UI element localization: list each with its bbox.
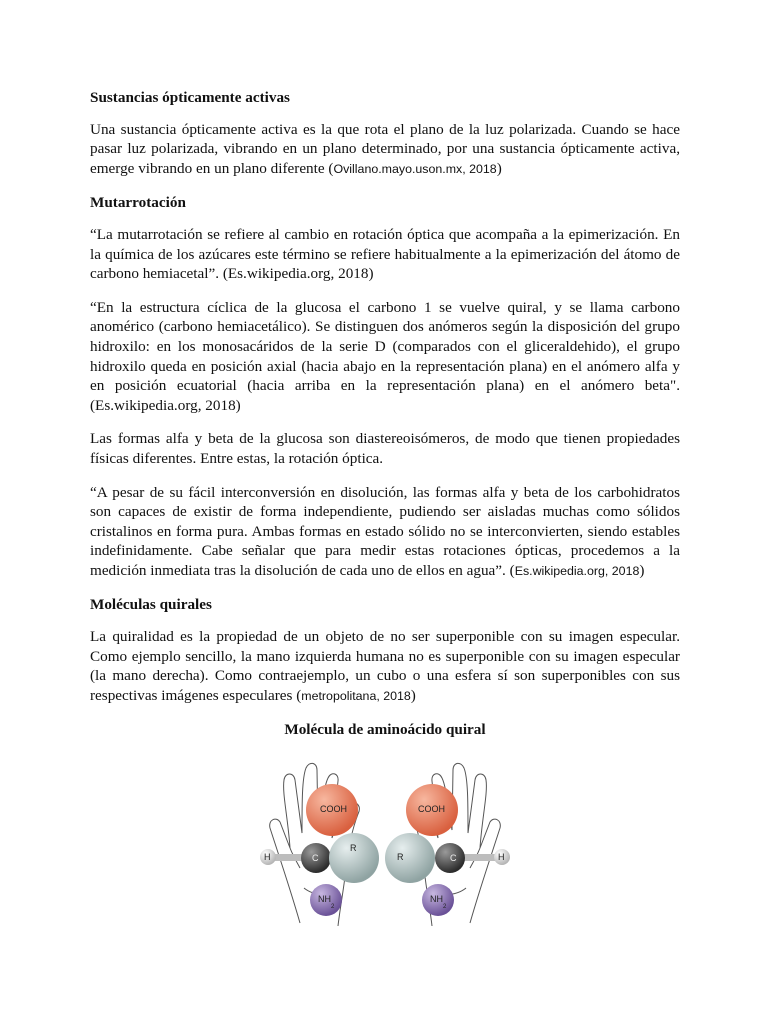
paragraph-mutarotation-1: “La mutarrotación se refiere al cambio en rotación óptica que acompaña a la epimerización. En la química de los azúcares este término se refiere habitualmente a la epimerización del átomo de carbono hemiacetal”. (Es.wikipedia.org, 2018) [90,225,680,283]
paragraph-tail: ) [410,686,416,704]
r-atom-right [385,833,435,883]
r-label-left: R [350,843,357,854]
citation: Es.wikipedia.org, 2018 [514,563,640,578]
r-atom-left [329,833,379,883]
paragraph-mutarotation-4 [90,483,680,582]
heading-chiral-molecules: Moléculas quirales [90,596,212,614]
h-label-left: H [264,852,271,863]
paragraph-tail: ) [496,159,502,177]
c-label-right: C [450,853,457,864]
c-label-left: C [312,853,319,864]
heading-mutarotation: Mutarrotación [90,194,186,212]
cooh-label-left: COOH [320,804,347,815]
right-molecule [385,784,510,916]
nh2-sub-left: 2 [331,904,335,911]
paragraph-mutarotation-3: Las formas alfa y beta de la glucosa son diastereoisómeros, de modo que tienen propiedades físicas diferentes. Entre estas, la rotación óptica. [90,430,680,467]
document-page [90,88,680,930]
paragraph-chirality [90,627,680,706]
nh2-sub-right: 2 [443,904,447,911]
paragraph-optical-activity [90,120,680,180]
paragraph-tail: ) [639,561,645,579]
heading-optical-activity: Sustancias ópticamente activas [90,89,290,106]
nh-label-right: NH [430,894,443,905]
paragraph-text: Una sustancia ópticamente activa es la que rota el plano de la luz polarizada. Cuando se hace pasar luz polarizada, vibrando en un plano determinado, por una sustancia ópticamente activa, emerge vibrando en un plano diferente ( [90,120,680,177]
paragraph-mutarotation-2: “En la estructura cíclica de la glucosa el carbono 1 se vuelve quiral, y se llama carbono anomérico (carbono hemiacetálico). Se distinguen dos anómeros según la disposición del grupo hidroxilo: en los monosacáridos de la serie D (comparados con el gliceraldehido), el grupo hidroxilo queda en posición axial (hacia abajo en la representación plana) en el anómero alfa y en posición ecuatorial (hacia arriba en la representación plana) en el anómero beta". (Es.wikipedia.org, 2018) [90,298,680,414]
citation: Ovillano.mayo.uson.mx, 2018 [333,161,497,176]
left-molecule [260,784,379,916]
paragraph-text: “A pesar de su fácil interconversión en disolución, las formas alfa y beta de los carbohidratos son capaces de existir de forma independiente, pudiendo ser aisladas muchas como sólidos cristalinos en forma pura. Ambas formas en estado sólido no se interconvierten, siendo estables indefinidamente. Cabe señalar que para medir estas rotaciones ópticas, procedemos a la medición inmediata tras la disolución de cada uno de ellos en agua”. ( [90,483,680,579]
figure-title: Molécula de aminoácido quiral [284,721,486,739]
nh-label-left: NH [318,894,331,905]
citation: metropolitana, 2018 [301,688,411,703]
cooh-label-right: COOH [418,804,445,815]
h-label-right: H [498,852,505,863]
chiral-amino-acid-figure [260,758,510,930]
paragraph-text: La quiralidad es la propiedad de un objeto de no ser superponible con su imagen especular. Como ejemplo sencillo, la mano izquierda humana no es superponible con su imagen especular (la mano derecha). Como contraejemplo, un cubo o una esfera sí son superponibles con sus respectivas imágenes especulares ( [90,628,680,704]
r-label-right: R [397,852,404,863]
